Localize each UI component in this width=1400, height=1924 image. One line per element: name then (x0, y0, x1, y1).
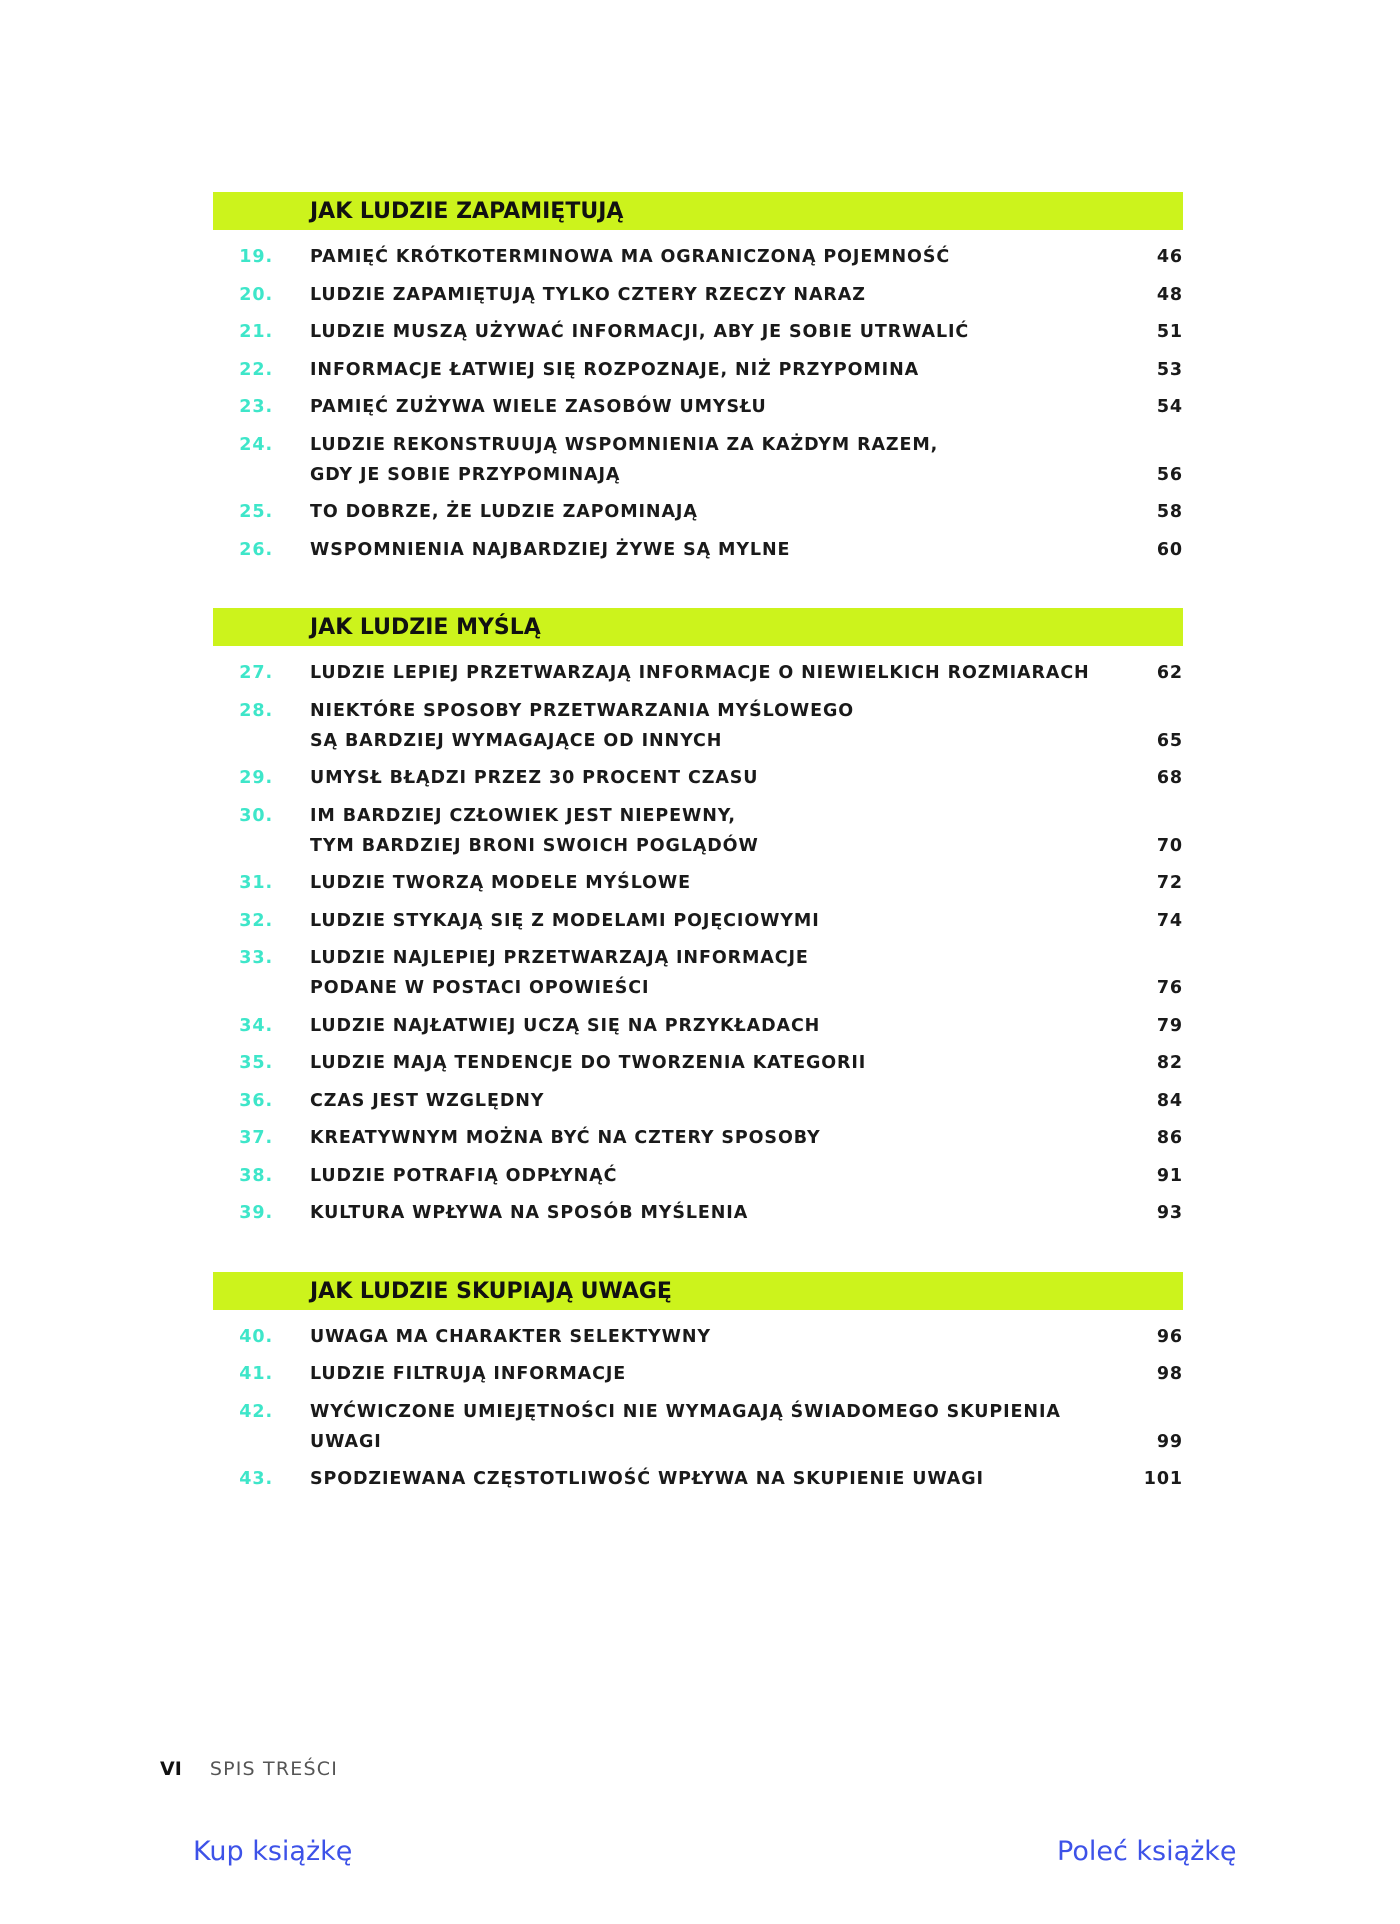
entry-number: 31. (239, 873, 273, 893)
toc-entry[interactable] (213, 1084, 1183, 1122)
entry-number: 33. (239, 948, 273, 968)
toc-entry[interactable] (213, 1046, 1183, 1084)
toc-entry[interactable] (213, 390, 1183, 428)
entry-title: PODANE W POSTACI OPOWIEŚCI (310, 978, 650, 998)
toc-entry[interactable] (213, 866, 1183, 904)
toc-entry[interactable] (213, 1320, 1183, 1358)
entry-page-number: 84 (1156, 1090, 1183, 1111)
entry-title: GDY JE SOBIE PRZYPOMINAJĄ (310, 464, 621, 485)
entry-number: 41. (239, 1364, 273, 1384)
entry-page-number: 56 (1156, 464, 1183, 485)
entry-page-number: 70 (1156, 835, 1183, 856)
section-title: JAK LUDZIE MYŚLĄ (310, 615, 541, 640)
section-header (213, 1272, 1183, 1310)
entry-number: 34. (239, 1015, 273, 1036)
recommend-book-link[interactable]: Poleć książkę (1057, 1836, 1237, 1867)
toc-entry[interactable] (213, 656, 1183, 694)
entry-number: 36. (239, 1090, 273, 1111)
entry-title: UMYSŁ BŁĄDZI PRZEZ 30 PROCENT CZASU (310, 768, 759, 788)
table-of-contents (213, 192, 1183, 1500)
toc-entry[interactable] (213, 904, 1183, 942)
entry-page-number: 82 (1156, 1053, 1183, 1073)
entry-page-number: 65 (1156, 730, 1183, 751)
entry-page-number: 76 (1156, 978, 1183, 998)
toc-entry[interactable] (213, 1357, 1183, 1395)
toc-entry[interactable] (213, 495, 1183, 533)
entry-title: KULTURA WPŁYWA NA SPOSÓB MYŚLENIA (310, 1203, 749, 1223)
entry-number: 23. (239, 397, 273, 417)
entry-page-number: 51 (1156, 322, 1183, 342)
toc-entry[interactable] (213, 533, 1183, 571)
entry-title: TO DOBRZE, ŻE LUDZIE ZAPOMINAJĄ (310, 502, 698, 522)
entry-page-number: 96 (1156, 1326, 1183, 1347)
page-number: VI (160, 1758, 182, 1780)
toc-entry[interactable] (213, 240, 1183, 278)
entry-number: 30. (239, 805, 273, 826)
running-header-label: SPIS TREŚCI (209, 1758, 338, 1780)
entry-title: UWAGA MA CHARAKTER SELEKTYWNY (310, 1326, 711, 1347)
entry-page-number: 46 (1156, 247, 1183, 267)
entry-title: NIEKTÓRE SPOSOBY PRZETWARZANIA MYŚLOWEGO (310, 700, 854, 721)
entry-number: 24. (239, 434, 273, 455)
section-header (213, 192, 1183, 230)
entry-page-number: 93 (1156, 1203, 1183, 1223)
entry-title: INFORMACJE ŁATWIEJ SIĘ ROZPOZNAJE, NIŻ PRZYPOMINA (310, 359, 920, 380)
entry-number: 37. (239, 1128, 273, 1148)
entry-number: 43. (239, 1469, 273, 1489)
entry-title: SĄ BARDZIEJ WYMAGAJĄCE OD INNYCH (310, 730, 723, 751)
toc-entry[interactable] (213, 315, 1183, 353)
section-title: JAK LUDZIE ZAPAMIĘTUJĄ (310, 199, 624, 224)
entry-number: 35. (239, 1053, 273, 1073)
entry-title: PAMIĘĆ ZUŻYWA WIELE ZASOBÓW UMYSŁU (310, 397, 767, 417)
entry-title: IM BARDZIEJ CZŁOWIEK JEST NIEPEWNY, (310, 805, 736, 826)
entry-title: LUDZIE REKONSTRUUJĄ WSPOMNIENIA ZA KAŻDYM RAZEM, (310, 434, 939, 455)
toc-entry[interactable] (213, 278, 1183, 316)
toc-entry[interactable] (213, 353, 1183, 391)
entry-title: LUDZIE NAJŁATWIEJ UCZĄ SIĘ NA PRZYKŁADACH (310, 1015, 821, 1036)
entry-page-number: 98 (1156, 1364, 1183, 1384)
entry-number: 19. (239, 247, 273, 267)
entry-number: 28. (239, 700, 273, 721)
entry-number: 22. (239, 359, 273, 380)
toc-entry[interactable] (213, 694, 1183, 762)
entry-number: 27. (239, 663, 273, 683)
entry-title: KREATYWNYM MOŻNA BYĆ NA CZTERY SPOSOBY (310, 1128, 821, 1148)
entry-page-number: 99 (1156, 1431, 1183, 1452)
entry-title: TYM BARDZIEJ BRONI SWOICH POGLĄDÓW (310, 835, 759, 856)
toc-entry[interactable] (213, 1196, 1183, 1234)
toc-entry[interactable] (213, 1121, 1183, 1159)
entry-page-number: 48 (1156, 284, 1183, 305)
toc-entry[interactable] (213, 1462, 1183, 1500)
section-header (213, 608, 1183, 646)
entry-number: 26. (239, 539, 273, 560)
entry-number: 21. (239, 322, 273, 342)
entry-title: LUDZIE FILTRUJĄ INFORMACJE (310, 1364, 627, 1384)
entry-page-number: 86 (1156, 1128, 1183, 1148)
entry-title: WSPOMNIENIA NAJBARDZIEJ ŻYWE SĄ MYLNE (310, 539, 791, 560)
entry-page-number: 101 (1143, 1469, 1183, 1489)
entry-title: LUDZIE POTRAFIĄ ODPŁYNĄĆ (310, 1165, 618, 1186)
entry-page-number: 53 (1156, 359, 1183, 380)
entry-page-number: 60 (1156, 539, 1183, 560)
entry-title: LUDZIE LEPIEJ PRZETWARZAJĄ INFORMACJE O NIEWIELKICH ROZMIARACH (310, 663, 1090, 683)
entry-page-number: 58 (1156, 502, 1183, 522)
entry-title: SPODZIEWANA CZĘSTOTLIWOŚĆ WPŁYWA NA SKUPIENIE UWAGI (310, 1469, 984, 1489)
entry-title: LUDZIE TWORZĄ MODELE MYŚLOWE (310, 873, 691, 893)
toc-entry[interactable] (213, 761, 1183, 799)
entry-number: 42. (239, 1401, 273, 1422)
toc-entry[interactable] (213, 799, 1183, 867)
entry-title: LUDZIE ZAPAMIĘTUJĄ TYLKO CZTERY RZECZY NARAZ (310, 284, 866, 305)
entry-number: 39. (239, 1203, 273, 1223)
toc-entry[interactable] (213, 1009, 1183, 1047)
section-title: JAK LUDZIE SKUPIAJĄ UWAGĘ (310, 1278, 672, 1304)
buy-book-link[interactable]: Kup książkę (193, 1836, 353, 1867)
entry-page-number: 72 (1156, 873, 1183, 893)
page-footer (160, 1752, 338, 1786)
entry-number: 29. (239, 768, 273, 788)
entry-title: CZAS JEST WZGLĘDNY (310, 1090, 545, 1111)
entry-page-number: 79 (1156, 1015, 1183, 1036)
entry-title: LUDZIE NAJLEPIEJ PRZETWARZAJĄ INFORMACJE (310, 948, 809, 968)
entry-number: 25. (239, 502, 273, 522)
entry-page-number: 68 (1156, 768, 1183, 788)
entry-page-number: 54 (1156, 397, 1183, 417)
toc-entry[interactable] (213, 428, 1183, 496)
entry-title: LUDZIE MUSZĄ UŻYWAĆ INFORMACJI, ABY JE SOBIE UTRWALIĆ (310, 322, 970, 342)
entry-number: 32. (239, 910, 273, 931)
toc-entry[interactable] (213, 941, 1183, 1009)
toc-entry[interactable] (213, 1395, 1183, 1463)
entry-page-number: 74 (1156, 910, 1183, 931)
entry-number: 38. (239, 1165, 273, 1186)
entry-page-number: 62 (1156, 663, 1183, 683)
entry-number: 20. (239, 284, 273, 305)
entry-page-number: 91 (1156, 1165, 1183, 1186)
entry-title: LUDZIE STYKAJĄ SIĘ Z MODELAMI POJĘCIOWYMI (310, 910, 820, 931)
toc-entry[interactable] (213, 1159, 1183, 1197)
entry-title: LUDZIE MAJĄ TENDENCJE DO TWORZENIA KATEGORII (310, 1053, 867, 1073)
entry-number: 40. (239, 1326, 273, 1347)
entry-title: PAMIĘĆ KRÓTKOTERMINOWA MA OGRANICZONĄ POJEMNOŚĆ (310, 247, 951, 267)
entry-title: WYĆWICZONE UMIEJĘTNOŚCI NIE WYMAGAJĄ ŚWIADOMEGO SKUPIENIA UWAGI (310, 1401, 1061, 1452)
